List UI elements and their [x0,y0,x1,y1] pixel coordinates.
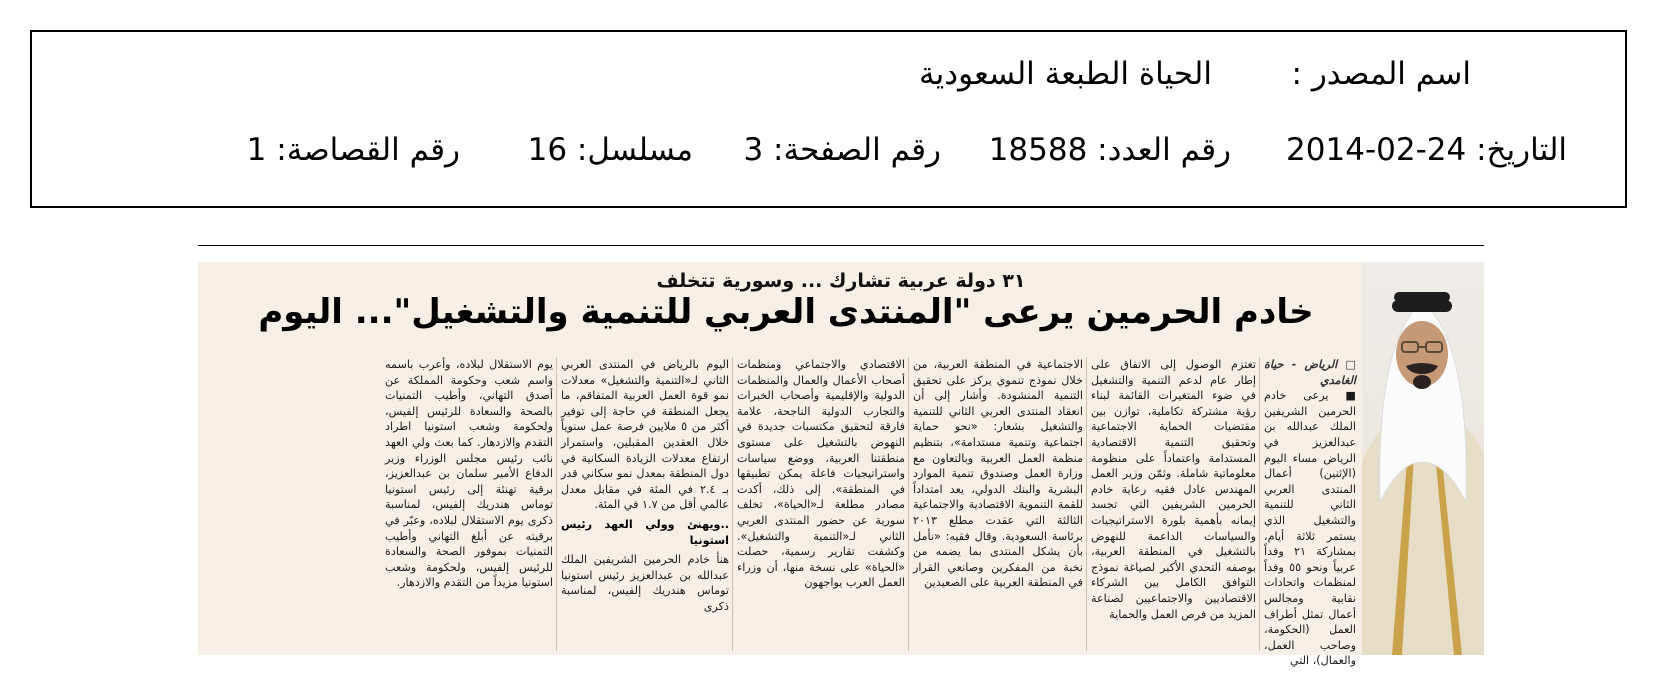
column-divider [732,357,733,651]
source-label: اسم المصدر : [1291,56,1471,92]
metadata-row-details [32,128,1625,172]
column-5-text: اليوم بالرياض في المنتدى العربي الثاني لـ«التنمية والتشغيل» معدلات نمو قوة العمل العربية المتفاقم، ما يجعل المنطقة في حاجة إلى توفير أكثر من ٥ ملايين فرصة عمل سنوياً خلال العقدين المقبلين، واستمرار ارتفاع معدلات الزيادة السكانية في دول المنطقة بمعدل نمو سكاني قدر بـ ٢.٤ في المئة في مقابل معدل عالمي أقل من ١.٧ في المئة. [561,358,729,512]
article-column-3 [913,357,1083,651]
serial-number: مسلسل: 16 [527,132,693,168]
clip-number: رقم القصاصة: 1 [246,132,460,168]
article-column-5 [561,357,729,651]
source-value: الحياة الطبعة السعودية [919,56,1212,92]
article-byline: □ الرياض - حياة الغامدي [1264,358,1356,387]
column-divider [1259,357,1260,651]
newspaper-clipping [198,262,1484,668]
column-divider [556,357,557,651]
column-divider [908,357,909,651]
article-column-2 [1091,357,1256,651]
column-divider [1086,357,1087,651]
article-kicker: ٣١ دولة عربية تشارك ... وسورية تتخلف [656,270,1026,292]
column-6-text: يوم الاستقلال لبلاده، وأعرب باسمه واسم شعب وحكومة المملكة عن أصدق التهاني، وأطيب التمنيات بالصحة والسعادة للرئيس إلفيس، ولحكومة وشعب استونيا اطراد التقدم والازدهار. كما بعث ولي العهد نائب رئيس مجلس الوزراء وزير الدفاع الأمير سلمان بن عبدالعزيز، برقية تهنئة إلى رئيس استونيا توماس هندريك إلفيس، لمناسبة ذكرى يوم الاستقلال لبلاده، وعبّر في برقيته عن أبلغ التهاني وأطيب التمنيات بموفور الصحة والسعادة للرئيس إلفيس، ولحكومة وشعب استونيا مزيداً من التقدم والازدهار. [385,358,553,590]
issue-number: رقم العدد: 18588 [988,132,1231,168]
article-column-1 [1264,357,1356,668]
column-5-text-after: هنأ خادم الحرمين الشريفين الملك عبدالله بن عبدالعزيز رئيس استونيا توماس هندريك إلفيس، لمناسبة ذكرى [561,553,729,613]
metadata-row-source [32,52,1625,96]
column-4-text: الاقتصادي والاجتماعي ومنظمات أصحاب الأعمال والعمال والمنظمات الدولية والإقليمية وأصحاب الخبرات والتجارب الدولية الناجحة، علامة فارقة لتحقيق مكتسبات جديدة في النهوض بالتشغيل على مستوى منطقتنا العربية، ووضع سياسات واستراتيجيات فاعلة يمكن تطبيقها في المنطقة». إلى ذلك، أكدت مصادر مطلعة لـ«الحياة»، تخلف سورية عن حضور المنتدى العربي الثاني لـ«التنمية والتشغيل». وكشفت تقارير رسمية، حصلت «الحياة» على نسخة منها، أن وزراء العمل العرب يواجهون [737,358,905,590]
clipping-metadata-box [30,30,1627,208]
article-column-6 [385,357,553,651]
column-1-text: ■ يرعى خادم الحرمين الشريفين الملك عبدالله بن عبدالعزيز في الرياض مساء اليوم (الإثنين) أعمال المنتدى العربي الثاني للتنمية والتشغيل الذي يستمر ثلاثة أيام، بمشاركة ٢١ وفداً عربياً ونحو ٥٥ وفداً لمنظمات واتحادات نقابية ومجالس أعمال تمثل أطراف العمل (الحكومة، وصاحب العمل، والعمال)، التي [1264,389,1356,668]
article-column-4 [737,357,905,651]
column-2-text: تعتزم الوصول إلى الاتفاق على إطار عام لدعم التنمية والتشغيل في ضوء المتغيرات القائمة لبناء رؤية مشتركة تكاملية، توازن بين مقتضيات الحماية الاجتماعية وتحقيق التنمية الاقتصادية المستدامة واعتماداً على منظومة معلوماتية شاملة. وثمّن وزير العمل المهندس عادل فقيه رعاية خادم الحرمين الشريفين التي تجسد إيمانه بأهمية بلورة الاستراتيجيات والسياسات الداعمة للنهوض بالتشغيل في المنطقة العربية، بوصفه التحدي الأكبر لصياغة نموذج التوافق الكامل بين الشركاء الاقتصاديين والاجتماعيين لصناعة المزيد من فرص العمل والحماية [1091,358,1256,621]
date-field: التاريخ: 24-02-2014 [1286,132,1567,168]
article-body [208,357,1484,668]
column-5-subheading: ..ويهنئ وولي العهد رئيس استونيا [561,517,729,547]
separator-line [198,245,1484,246]
article-headline: خادم الحرمين يرعى "المنتدى العربي للتنمية والتشغيل"... اليوم [258,292,1314,332]
page-number: رقم الصفحة: 3 [743,132,941,168]
column-3-text: الاجتماعية في المنطقة العربية، من خلال نموذج تنموي يركز على تحقيق التنمية المنشودة. وأشار إلى أن انعقاد المنتدى العربي الثاني للتنمية والتشغيل بشعار: «نحو حماية اجتماعية وتنمية مستدامة»، بتنظيم منظمة العمل العربية وبالتعاون مع وزارة العمل وصندوق تنمية الموارد البشرية والبنك الدولي، يعد امتداداً للقمة التنموية الاقتصادية والاجتماعية الثالثة التي عقدت مطلع ٢٠١٣ برئاسة السعودية. وقال فقيه: «نأمل بأن يشكل المنتدى بما يضمه من نخبة من المفكرين وصانعي القرار في المنطقة العربية على الصعيدين [913,358,1083,590]
